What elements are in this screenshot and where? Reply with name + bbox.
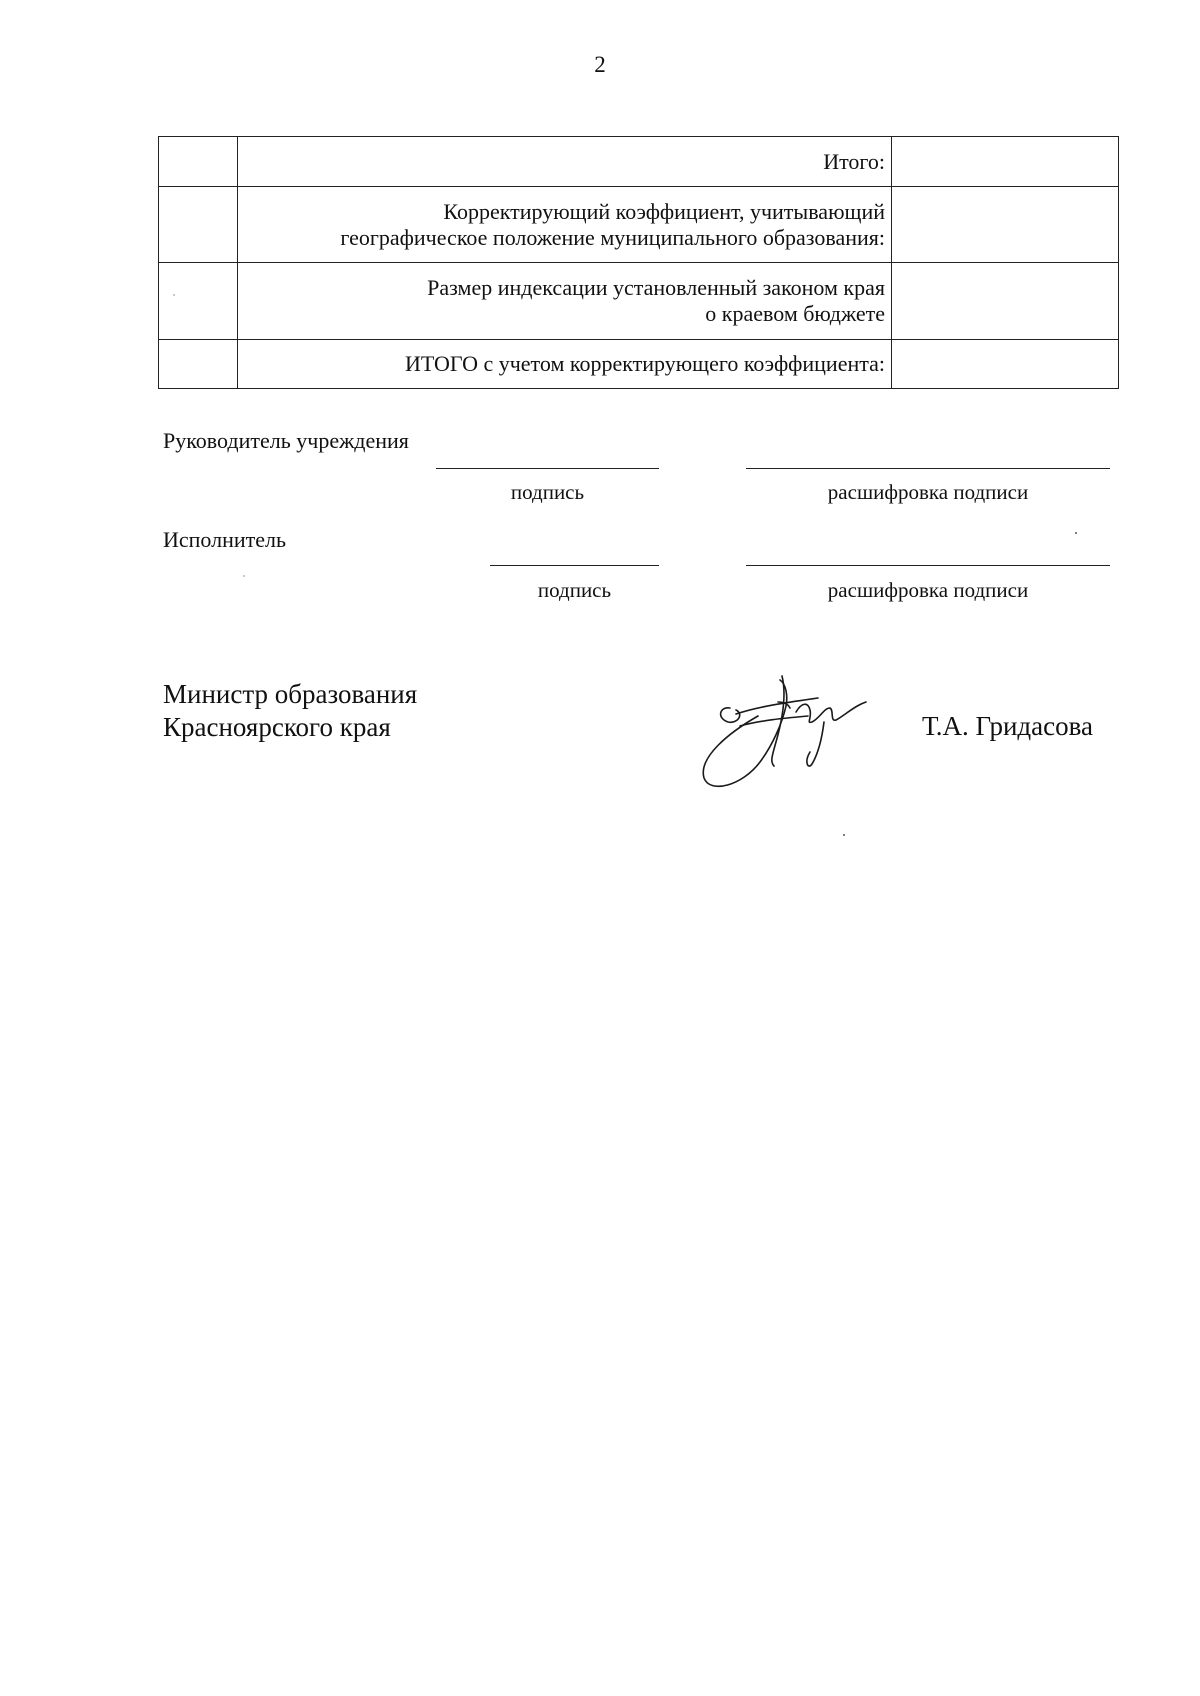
executor-signature-line: [490, 565, 659, 566]
indexation-label: [238, 263, 892, 340]
table-row-correction-coefficient: [159, 187, 1119, 263]
head-title: Руководитель учреждения: [163, 428, 409, 453]
row-number-cell: [159, 187, 238, 263]
head-signature-caption: подпись: [510, 480, 585, 504]
scan-speck: [243, 575, 245, 577]
row-number-cell: [159, 263, 238, 340]
summary-table: [158, 136, 1119, 389]
minister-title-line2: Красноярского края: [163, 712, 391, 742]
indexation-label-line2: о краевом бюджете: [705, 301, 885, 326]
table-row-indexation: [159, 263, 1119, 340]
head-decoding-caption: расшифровка подписи: [827, 480, 1029, 504]
correction-coefficient-label-line1: Корректирующий коэффициент, учитывающий: [443, 198, 885, 224]
table-row-total: [159, 137, 1119, 187]
executor-decoding-line: [746, 565, 1110, 566]
executor-signature-caption: подпись: [537, 578, 612, 602]
handwritten-signature: [690, 662, 900, 797]
correction-coefficient-label-line2: географическое положение муниципального образования:: [340, 224, 885, 250]
grand-total-label: ИТОГО с учетом корректирующего коэффициента:: [238, 340, 892, 389]
minister-title-line1: Министр образования: [163, 679, 418, 709]
scan-speck: [173, 294, 175, 296]
indexation-value: [892, 263, 1119, 340]
row-number-cell: [159, 340, 238, 389]
executor-decoding-caption: расшифровка подписи: [827, 578, 1029, 602]
minister-name: Т.А. Гридасова: [922, 711, 1093, 741]
correction-coefficient-label: [238, 187, 892, 263]
head-signature-line: [436, 468, 659, 469]
page-number: 2: [594, 52, 606, 77]
table-row-grand-total: [159, 340, 1119, 389]
correction-coefficient-value: [892, 187, 1119, 263]
grand-total-value: [892, 340, 1119, 389]
total-label: Итого:: [238, 137, 892, 187]
head-decoding-line: [746, 468, 1110, 469]
total-value: [892, 137, 1119, 187]
minister-title: [163, 678, 417, 744]
scan-speck: [843, 834, 845, 836]
executor-title: Исполнитель: [163, 527, 287, 552]
indexation-label-line1: Размер индексации установленный законом края: [427, 275, 885, 300]
row-number-cell: [159, 137, 238, 187]
scan-speck: [1075, 532, 1077, 534]
